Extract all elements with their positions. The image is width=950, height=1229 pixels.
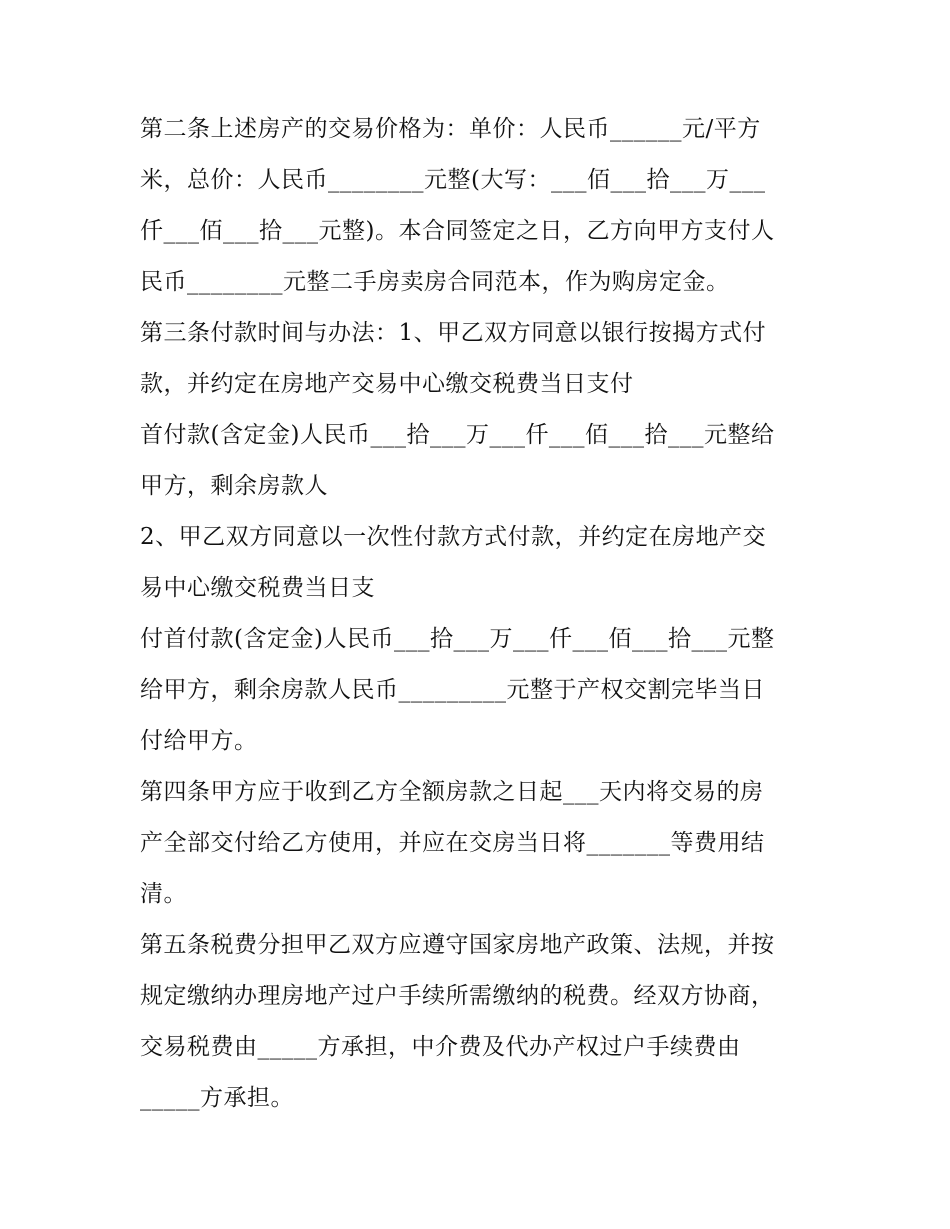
text-line: 产全部交付给乙方使用，并应在交房当日将_______等费用结 [140, 830, 765, 856]
text-line: 给甲方，剩余房款人民币_________元整于产权交割完毕当日 [140, 677, 765, 703]
contract-text [140, 104, 820, 1124]
text-line: 2、甲乙双方同意以一次性付款方式付款，并约定在房地产交 [140, 524, 767, 550]
text-line: 规定缴纳办理房地产过户手续所需缴纳的税费。经双方协商， [140, 983, 775, 1009]
text-line: 米，总价：人民币________元整(大写：___佰___拾___万___ [140, 167, 766, 193]
text-line: 清。 [140, 881, 187, 907]
text-line: 付首付款(含定金)人民币___拾___万___仟___佰___拾___元整 [140, 626, 775, 652]
text-line: 第三条付款时间与办法：1、甲乙双方同意以银行按揭方式付 [140, 320, 767, 346]
text-line: _____方承担。 [140, 1085, 294, 1111]
text-line: 付给甲方。 [140, 728, 258, 754]
text-line: 易中心缴交税费当日支 [140, 575, 375, 601]
text-line: 仟___佰___拾___元整)。本合同签定之日，乙方向甲方支付人 [140, 218, 775, 244]
text-line: 交易税费由_____方承担，中介费及代办产权过户手续费由 [140, 1034, 741, 1060]
text-line: 第四条甲方应于收到乙方全额房款之日起___天内将交易的房 [140, 779, 764, 805]
text-line: 款，并约定在房地产交易中心缴交税费当日支付 [140, 371, 634, 397]
text-line: 甲方，剩余房款人 [140, 473, 328, 499]
text-line: 第二条上述房产的交易价格为：单价：人民币______元/平方 [140, 116, 761, 142]
text-line: 民币________元整二手房卖房合同范本，作为购房定金。 [140, 269, 730, 295]
text-line: 第五条税费分担甲乙双方应遵守国家房地产政策、法规，并按 [140, 932, 775, 958]
text-line: 首付款(含定金)人民币___拾___万___仟___佰___拾___元整给 [140, 422, 775, 448]
